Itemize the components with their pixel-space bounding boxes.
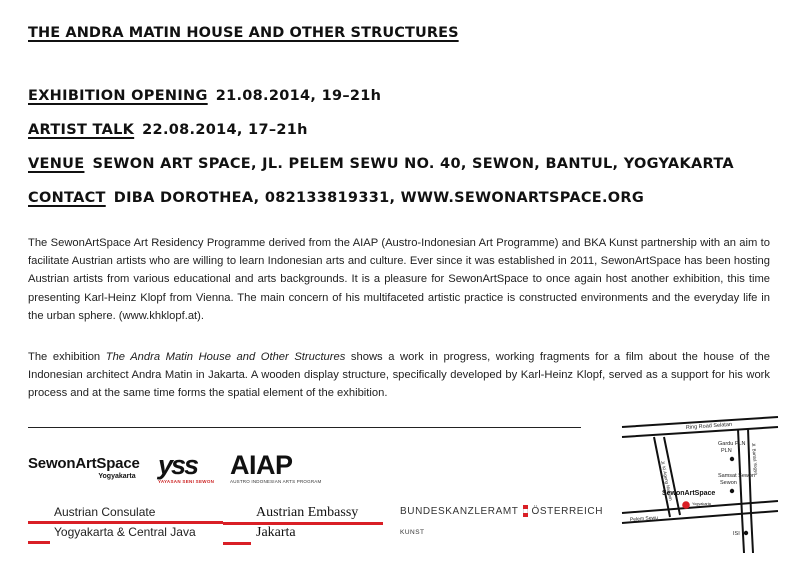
map-poi-samsat: Samsat Sewon — [718, 473, 755, 479]
consulate-line1: Austrian Consulate — [54, 505, 156, 519]
consulate-red-bar — [28, 521, 223, 524]
exhibition-opening-value: 21.08.2014, 19–21h — [215, 88, 382, 104]
venue-value: SEWON ART SPACE, JL. PELEM SEWU NO. 40, SEWON, BANTUL, YOGYAKARTA — [92, 156, 734, 172]
sewonartspace-logo — [28, 455, 140, 480]
yss-logo — [158, 452, 214, 484]
bka-right-text: ÖSTERREICH — [531, 505, 604, 517]
map-venue-sub: Yogyakarta — [692, 502, 711, 506]
paragraph-exhibition — [28, 348, 770, 403]
paragraph-exhibition-end: shows a work in progress, working fragments for a film about the house of the Indonesian architect Andra Matin in Jakarta. A wooden display structure, specifically developed by Karl-Heinz Klopf, served as a support for his work process and at the same time forms the spatial element of the exhibition. — [28, 351, 770, 400]
page-title: THE ANDRA MATIN HOUSE AND OTHER STRUCTURES — [28, 25, 459, 41]
sewonartspace-logo-text: SewonArtSpace — [28, 455, 140, 472]
consulate-line2: Yogyakarta & Central Java — [54, 525, 196, 539]
svg-text:PLN: PLN — [721, 448, 732, 454]
map-label-right-road: Jl. Bantul Yogya — [751, 442, 759, 475]
yss-logo-sub: YAYASAN SENI SEWON — [158, 479, 215, 484]
embassy-red-bar-short — [223, 542, 251, 545]
embassy-line2: Jakarta — [256, 525, 296, 540]
consulate-red-bar-short — [28, 541, 50, 544]
svg-text:Sewon: Sewon — [720, 480, 737, 486]
austrian-consulate-logo — [28, 505, 223, 544]
embassy-line1: Austrian Embassy — [256, 505, 359, 520]
map-venue-label: SewonArtSpace — [662, 490, 716, 497]
artist-talk-row — [28, 122, 308, 138]
venue-marker-icon — [682, 501, 690, 509]
contact-value: DIBA DOROTHEA, 082133819331, WWW.SEWONARTSPACE.ORG — [113, 190, 645, 206]
sewonartspace-logo-sub: Yogyakarta — [98, 473, 136, 480]
aiap-logo — [230, 452, 321, 484]
contact-row — [28, 190, 644, 206]
aiap-logo-sub: AUSTRO INDONESIAN ARTS PROGRAM — [230, 479, 322, 484]
bka-left-text: BUNDESKANZLERAMT — [400, 505, 519, 517]
map-poi-isi: ISI — [733, 531, 740, 537]
exhibition-opening-label: EXHIBITION OPENING — [28, 88, 208, 104]
aiap-logo-text: AIAP — [230, 450, 293, 480]
paragraph-exhibition-start: The exhibition — [28, 351, 106, 363]
exhibition-opening-row — [28, 88, 381, 104]
artist-talk-label: ARTIST TALK — [28, 122, 135, 138]
austrian-embassy-logo — [223, 505, 383, 545]
map-poi-gardu: Gardu PLN — [718, 441, 746, 447]
austria-flag-icon — [523, 505, 528, 517]
location-map — [620, 413, 780, 555]
contact-label: CONTACT — [28, 190, 106, 206]
map-label-bottom-road: Pelem Sewu — [629, 515, 659, 523]
paragraph-residency: The SewonArtSpace Art Residency Programme derived from the AIAP (Austro-Indonesian Art Programme) and BKA Kunst partnership with an aim to facilitate Austrian artists who are willing to learn Indonesian arts and culture. Ever since it was established in 2011, SewonArtSpace has been hosting Austrian artists from various educational and arts backgrounds. It is a pleasure for SewonArtSpace to once again host another exhibition, this time presenting Karl-Heinz Klopf from Vienna. The main concern of his multifaceted artistic practice is constructed environments and the everyday life in the urban sphere. (www.khklopf.at). — [28, 237, 770, 322]
map-label-left-road: Jl. Ki Ageng Mukmin — [660, 460, 674, 502]
venue-label: VENUE — [28, 156, 85, 172]
bka-kunst-text: KUNST — [400, 529, 425, 536]
divider — [28, 427, 581, 428]
map-label-ring-road: Ring Road Selatan — [685, 421, 733, 431]
bundeskanzleramt-logo — [400, 505, 603, 536]
venue-row — [28, 156, 734, 172]
artist-talk-value: 22.08.2014, 17–21h — [142, 122, 308, 138]
exhibition-title-italic: The Andra Matin House and Other Structures — [105, 351, 346, 363]
yss-logo-text: yss — [158, 450, 198, 480]
